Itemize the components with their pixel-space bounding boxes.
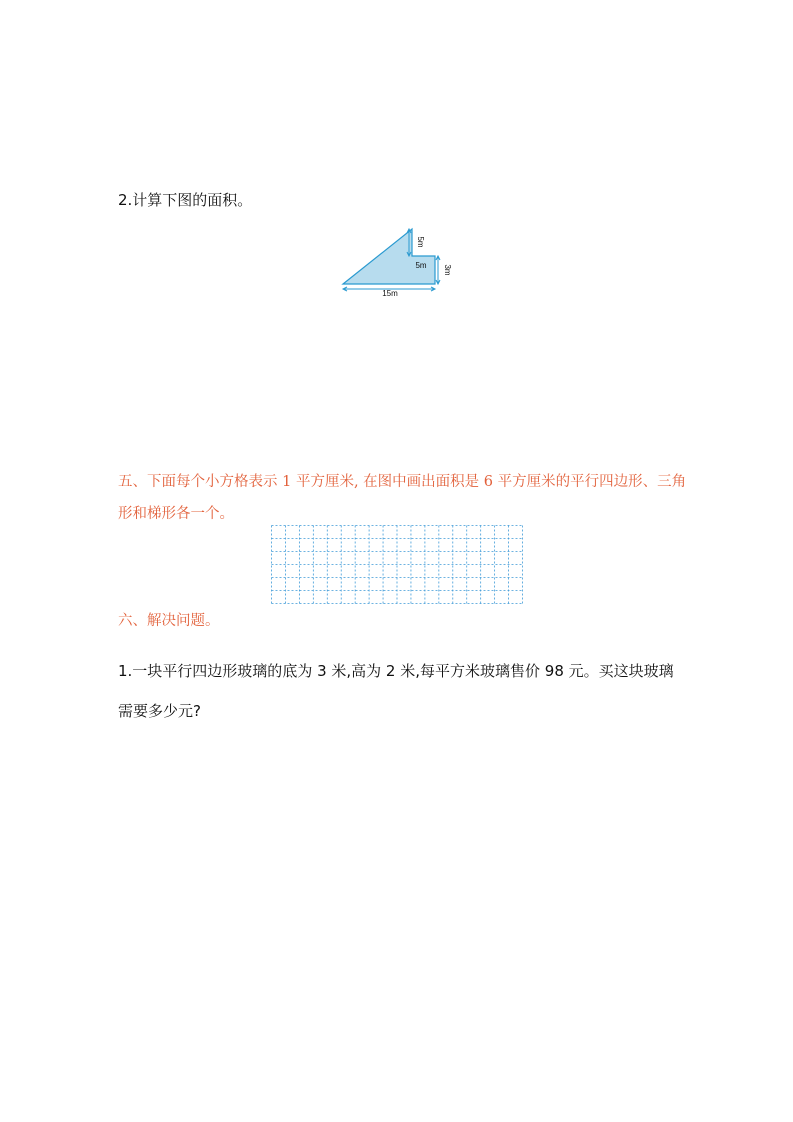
square-grid (271, 525, 523, 604)
label-right: 3m (443, 264, 452, 276)
section-6-title: 六、解决问题。 (118, 613, 220, 629)
question-2-heading: 2.计算下图的面积。 (118, 191, 253, 209)
problem-1-text: 1.一块平行四边形玻璃的底为 3 米,高为 2 米,每平方米玻璃售价 98 元。买这块玻璃需要多少元? (118, 662, 674, 720)
section-5-instruction: 五、下面每个小方格表示 1 平方厘米, 在图中画出面积是 6 平方厘米的平行四边形、三角形和梯形各一个。 (118, 474, 687, 522)
label-inner: 5m (415, 261, 427, 270)
label-bottom: 15m (382, 289, 398, 298)
label-top: 5m (416, 236, 425, 248)
trapezoid-figure (335, 223, 455, 298)
